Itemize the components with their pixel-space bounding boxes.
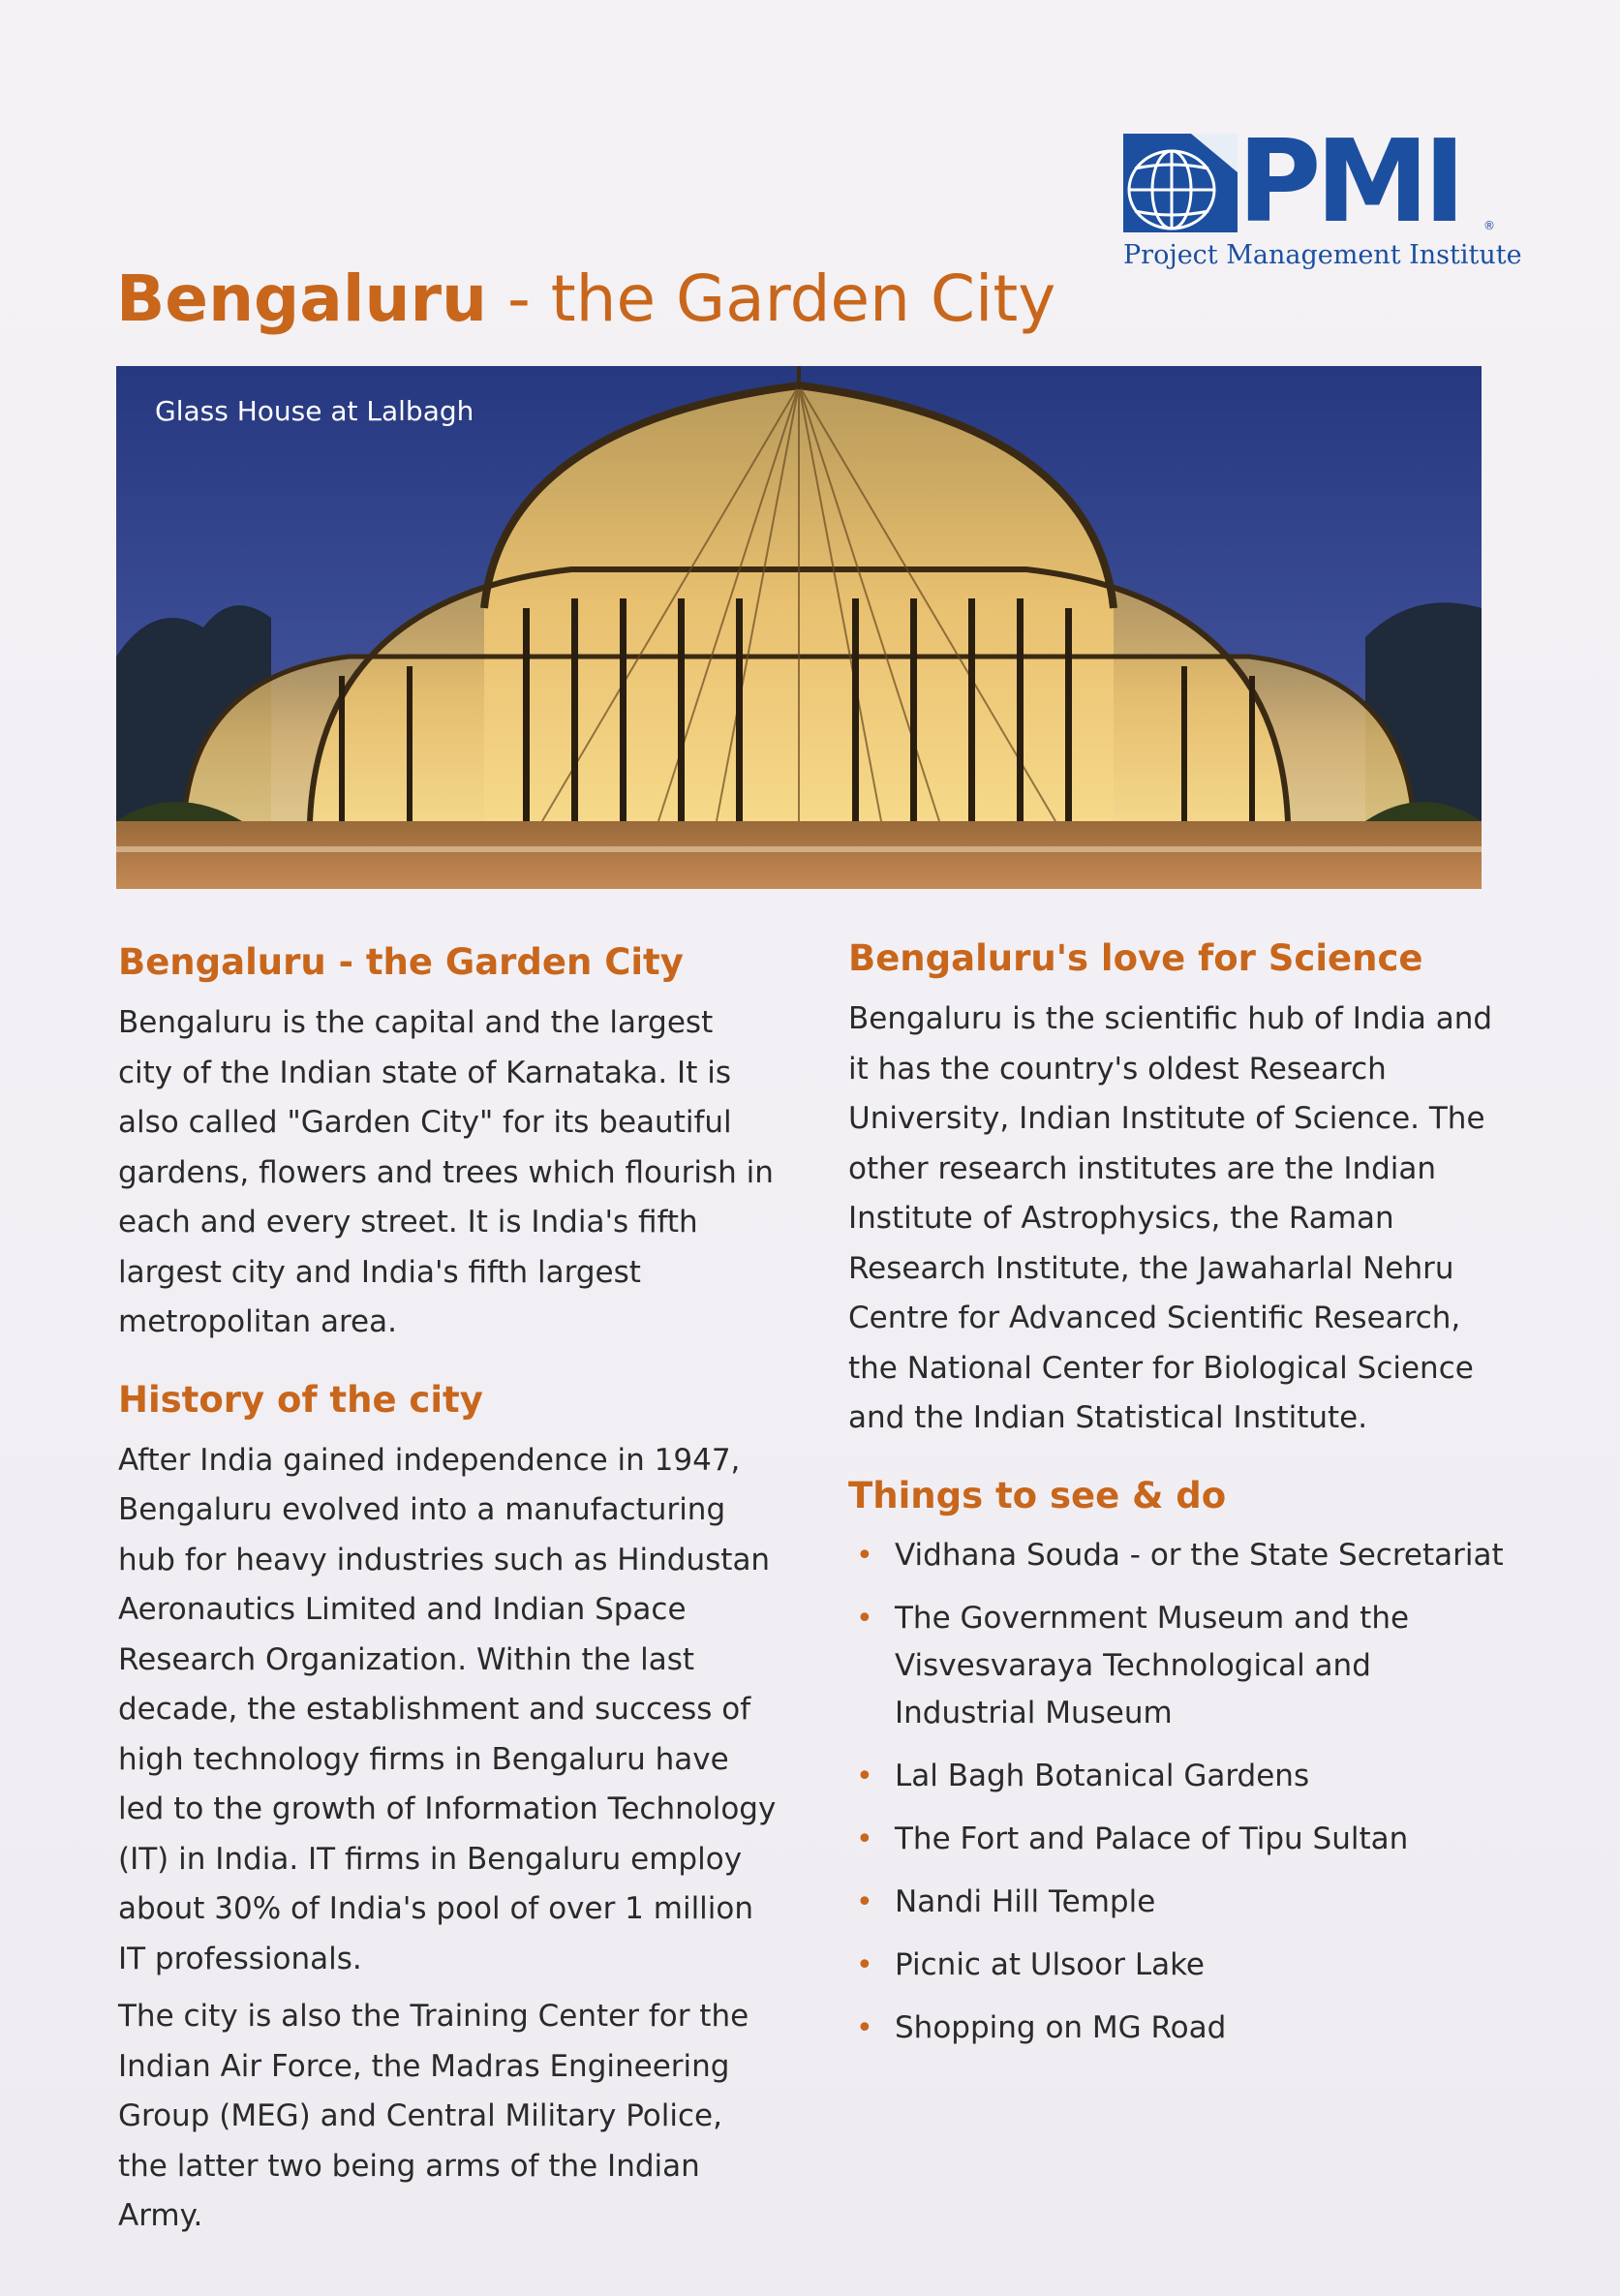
- registered-mark: ®: [1483, 219, 1495, 232]
- list-item: • The Fort and Palace of Tipu Sultan: [848, 1816, 1516, 1863]
- logo-subtitle: Project Management Institute: [1123, 240, 1522, 270]
- page-title-bold: Bengaluru: [116, 261, 487, 336]
- list-item: • Nandi Hill Temple: [848, 1879, 1516, 1926]
- list-item: • Shopping on MG Road: [848, 2005, 1516, 2052]
- page-title: [116, 261, 1055, 336]
- logo-letters: PMI: [1238, 114, 1460, 248]
- science-text: Bengaluru is the scientific hub of India and it has the country's oldest Research University, Indian Institute of Science. The other research institutes are the Indian Institute of Astrophysics, the Raman Research Institute, the Jawaharlal Nehru Centre for Advanced Scientific Research, the National Center for Biological Science and the Indian Statistical Institute.: [848, 1001, 1493, 1435]
- globe-icon: [1123, 134, 1238, 232]
- section-title-garden-city: Bengaluru - the Garden City: [118, 941, 684, 983]
- pmi-logo: [1123, 114, 1522, 279]
- spacer: [118, 1348, 777, 1379]
- section-title-science: Bengaluru's love for Science: [848, 937, 1423, 979]
- section-title-things-to-do: Things to see & do: [848, 1474, 1227, 1516]
- list-item: • Vidhana Souda - or the State Secretariat: [848, 1532, 1516, 1579]
- history-text: After India gained independence in 1947, Bengaluru evolved into a manufacturing hub for heavy industries such as Hindustan Aeronautics Limited and Indian Space Research Organization. Within the last decade, the establishment and success of high technology firms in Bengaluru have led to the growth of Information Technology (IT) in India. IT firms in Bengaluru employ about 30% of India's pool of over 1 million IT professionals.: [118, 1442, 777, 1976]
- list-item: • Picnic at Ulsoor Lake: [848, 1942, 1516, 1989]
- hero-caption: Glass House at Lalbagh: [155, 395, 474, 427]
- spacer: [848, 1444, 1516, 1475]
- hero-photo: [116, 366, 1482, 889]
- left-column: [118, 941, 777, 2242]
- section-title-history: History of the city: [118, 1378, 483, 1421]
- history-text-2: The city is also the Training Center for the Indian Air Force, the Madras Engineering Group (MEG) and Central Military Police, the latter two being arms of the Indian Army.: [118, 1999, 749, 2233]
- garden-city-text: Bengaluru is the capital and the largest city of the Indian state of Karnataka. It is also called "Garden City" for its beautiful gardens, flowers and trees which flourish in each and every street. It is India's fifth largest city and India's fifth largest metropolitan area.: [118, 1005, 774, 1339]
- list-item: • Lal Bagh Botanical Gardens: [848, 1753, 1516, 1800]
- things-list: [848, 1532, 1516, 2052]
- right-column: [848, 937, 1516, 2067]
- list-item: • The Government Museum and the Visvesvaraya Technological and Industrial Museum: [848, 1595, 1516, 1737]
- glass-house-illustration: [116, 366, 1482, 889]
- page-title-rest: - the Garden City: [486, 261, 1056, 336]
